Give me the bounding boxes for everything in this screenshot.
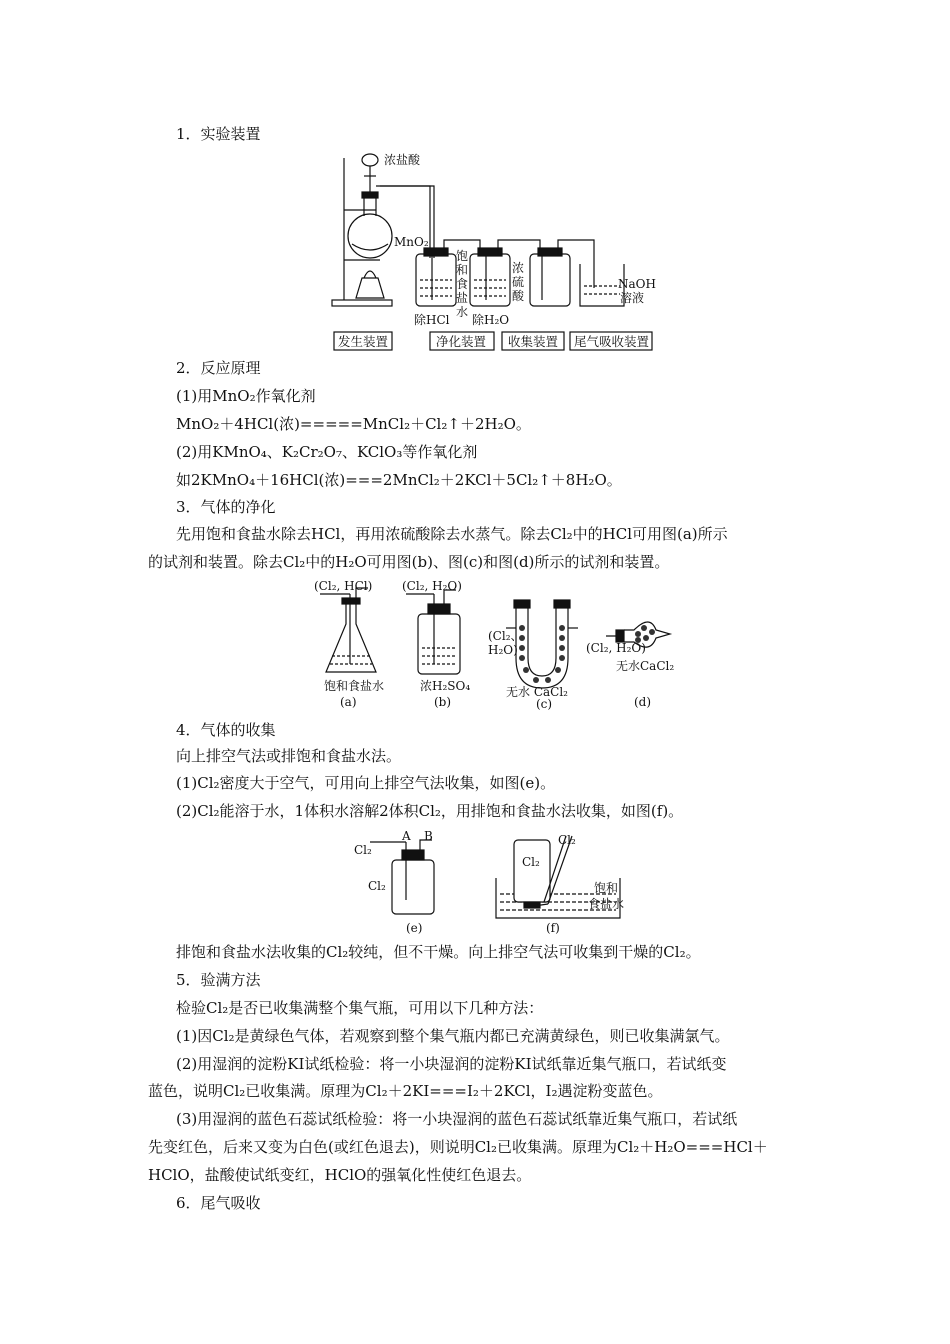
section-6-heading: 6．尾气吸收 [176,1194,261,1212]
collect-line-0: 向上排空气法或排饱和食盐水法。 [176,747,402,765]
caption-f: (f) [546,921,560,935]
verify-line-3a: (3)用湿润的蓝色石蕊试纸检验：将一小块湿润的蓝色石蕊试纸靠近集气瓶口，若试纸 [176,1110,738,1128]
verify-line-3c: HClO，盐酸使试纸变红，HClO的强氧化性使红色退去。 [148,1166,532,1184]
label-sat-brine-1: 饱 [456,249,469,263]
label-naoh: NaOH [618,277,656,291]
label-b-inlet: (Cl₂, H₂O) [402,579,462,593]
label-d-inlet: (Cl₂, H₂O) [586,641,646,655]
verify-line-0: 检验Cl₂是否已收集满整个集气瓶，可用以下几种方法： [176,999,544,1017]
label-solution: 溶液 [620,291,645,305]
label-f-brine-1: 饱和 [594,881,619,895]
box-purification: 净化装置 [436,334,487,349]
label-a-reagent: 饱和食盐水 [324,679,385,693]
reaction-line-3: (2)用KMnO₄、K₂Cr₂O₇、KClO₃等作氧化剂 [176,443,478,461]
caption-a: (a) [340,695,357,709]
label-remove-h2o: 除H₂O [472,313,510,327]
purify-para-2: 的试剂和装置。除去Cl₂中的H₂O可用图(b)、图(c)和图(d)所示的试剂和装置。 [148,553,670,571]
collect-line-2: (2)Cl₂能溶于水，1体积水溶解2体积Cl₂，用排饱和食盐水法收集，如图(f)。 [176,802,684,820]
label-c-inlet-1: (Cl₂、 [488,629,523,643]
label-c-reagent: 无水 CaCl₂ [506,685,568,699]
verify-line-2b: 蓝色，说明Cl₂已收集满。原理为Cl₂＋2KI===I₂＋2KCl，I₂遇淀粉变蓝色。 [148,1082,663,1100]
label-f-brine-2: 食盐水 [588,897,625,911]
box-collection: 收集装置 [508,334,559,349]
section-5-heading: 5．验满方法 [176,971,261,989]
label-sat-brine-2: 和 [456,263,469,277]
label-e-cl2-inlet: Cl₂ [354,843,372,857]
label-e-port-a: A [402,830,411,843]
label-d-reagent: 无水CaCl₂ [616,659,675,673]
label-conc-h2so4-2: 硫 [512,275,525,289]
purification-figure [310,578,680,710]
caption-d: (d) [634,695,652,709]
label-sat-brine-3: 食 [456,277,469,291]
collect-line-3: 排饱和食盐水法收集的Cl₂较纯，但不干燥。向上排空气法可收集到干燥的Cl₂。 [176,943,701,961]
section-3-heading: 3．气体的净化 [176,498,276,516]
label-c-inlet-2: H₂O) [488,643,518,657]
collection-figure [348,830,648,936]
caption-c: (c) [536,697,553,710]
collect-line-1: (1)Cl₂密度大于空气，可用向上排空气法收集，如图(e)。 [176,774,556,792]
label-sat-brine-4: 盐 [456,291,469,305]
label-e-cl2-bottle: Cl₂ [368,879,386,893]
label-a-inlet: (Cl₂, HCl) [314,579,373,593]
section-2-heading: 2．反应原理 [176,359,261,377]
caption-e: (e) [406,921,423,935]
label-b-reagent: 浓H₂SO₄ [420,679,471,693]
apparatus-figure [330,148,660,353]
label-conc-h2so4-1: 浓 [512,261,525,275]
box-tail-gas: 尾气吸收装置 [574,334,650,349]
label-conc-hcl: 浓盐酸 [384,153,421,167]
reaction-line-4: 如2KMnO₄＋16HCl(浓)===2MnCl₂＋2KCl＋5Cl₂↑＋8H₂O。 [176,471,622,489]
section-4-heading: 4．气体的收集 [176,721,276,739]
label-e-port-b: B [424,830,433,843]
section-1-heading: 1．实验装置 [176,125,261,143]
label-conc-h2so4-3: 酸 [512,289,525,303]
reaction-line-1: (1)用MnO₂作氧化剂 [176,387,316,405]
verify-line-3b: 先变红色，后来又变为白色(或红色退去)，则说明Cl₂已收集满。原理为Cl₂＋H₂O===HCl＋ [148,1138,768,1156]
box-generation: 发生装置 [338,334,389,349]
label-f-cl2-bottle: Cl₂ [522,855,540,869]
verify-line-2a: (2)用湿润的淀粉KI试纸检验：将一小块湿润的淀粉KI试纸靠近集气瓶口，若试纸变 [176,1055,727,1073]
label-f-cl2-top: Cl₂ [558,833,576,847]
reaction-line-2: MnO₂＋4HCl(浓)=====MnCl₂＋Cl₂↑＋2H₂O。 [176,415,531,433]
verify-line-1: (1)因Cl₂是黄绿色气体，若观察到整个集气瓶内都已充满黄绿色，则已收集满氯气。 [176,1027,730,1045]
label-sat-brine-5: 水 [456,305,469,319]
purify-para-1: 先用饱和食盐水除去HCl，再用浓硫酸除去水蒸气。除去Cl₂中的HCl可用图(a)所示 [176,525,728,543]
label-remove-hcl: 除HCl [414,313,450,327]
caption-b: (b) [434,695,452,709]
label-mno2: MnO₂ [394,235,429,249]
